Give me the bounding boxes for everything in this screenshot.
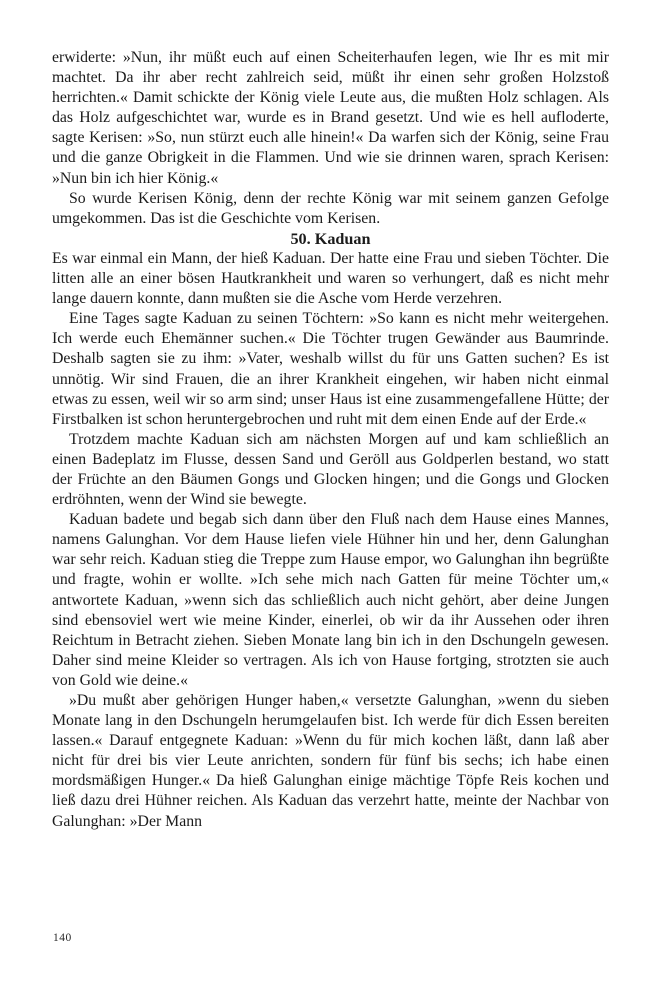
paragraph-kerisen-continuation: erwiderte: »Nun, ihr müßt euch auf einen Scheiterhaufen legen, wie Ihr es mit mir machtet. Da ihr aber recht zahlreich seid, müßt ihr einen sehr großen Holzstoß herrichten.« Damit schickte der König viele Leute aus, die mußten Holz schlagen. Als das Holz aufgeschichtet war, wurde es in Brand gesetzt. Und wie es hell aufloderte, sagte Kerisen: »So, nun stürzt euch alle hinein!« Da warfen sich der König, seine Frau und die ganze Obrigkeit in die Flammen. Und wie sie drinnen waren, sprach Kerisen: »Nun bin ich hier König.« xyxy=(52,49,609,187)
paragraph-kaduan-intro: Es war einmal ein Mann, der hieß Kaduan. Der hatte eine Frau und sieben Töchter. Die litten alle an einer bösen Hautkrankheit und waren so verhungert, daß es nicht mehr lange dauern konnte, dann mußten sie die Asche vom Herde verzehren. xyxy=(52,249,609,308)
paragraph-kaduan-galunghan: Kaduan badete und begab sich dann über den Fluß nach dem Hause eines Mannes, namens Galunghan. Vor dem Hause liefen viele Hühner hin und her, denn Galunghan war sehr reich. Kaduan stieg die Treppe zum Hause empor, wo Galunghan ihn begrüßte und fragte, wohin er wollte. »Ich sehe mich nach Gatten für meine Töchter um,« antwortete Kaduan, »wenn sich das schließlich auch nicht gehört, aber deine Jungen sind ebensoviel wert wie meine Kinder, einerlei, ob wir da ihr Aussehen oder ihren Reichtum in Betracht ziehen. Sieben Monate lang bin ich in den Dschungeln gewesen. Daher sind meine Kleider so vertragen. Als ich von Hause fortging, strotzten sie auch von Gold wie deine.« xyxy=(52,511,609,689)
page-number: 140 xyxy=(53,932,72,944)
paragraph-kerisen-closing: So wurde Kerisen König, denn der rechte König war mit seinem ganzen Gefolge umgekommen. Das ist die Geschichte vom Kerisen. xyxy=(52,189,609,227)
chapter-heading: 50. Kaduan xyxy=(290,229,371,248)
text-block xyxy=(52,48,609,832)
paragraph-kaduan-daughters: Eine Tages sagte Kaduan zu seinen Töchtern: »So kann es nicht mehr weitergehen. Ich werde euch Ehemänner suchen.« Die Töchter trugen Gewänder aus Baumrinde. Deshalb sagten sie zu ihm: »Vater, weshalb willst du für uns Gatten suchen? Es ist unnötig. Wir sind Frauen, die an ihrer Krankheit eingehen, wir haben nicht einmal etwas zu essen, weil wir so arm sind; unser Haus ist eine zusammengefallene Hütte; der Firstbalken ist schon heruntergebrochen und ruht mit dem einen Ende auf der Erde.« xyxy=(52,310,609,428)
paragraph-kaduan-badeplatz: Trotzdem machte Kaduan sich am nächsten Morgen auf und kam schließlich an einen Badeplatz im Flusse, dessen Sand und Geröll aus Goldperlen bestand, wo statt der Früchte an den Bäumen Gongs und Glocken hingen; und die Gongs und Glocken erdröhnten, wenn der Wind sie bewegte. xyxy=(52,430,609,509)
paragraph-kaduan-hunger: »Du mußt aber gehörigen Hunger haben,« versetzte Galunghan, »wenn du sieben Monate lang in den Dschungeln herumgelaufen bist. Ich werde für dich Essen bereiten lassen.« Darauf entgegnete Kaduan: »Wenn du für mich kochen läßt, dann laß aber nicht für drei bis vier Leute anrichten, sondern für fünf bis sechs; ich habe einen mordsmäßigen Hunger.« Da hieß Galunghan einige mächtige Töpfe Reis kochen und ließ dazu drei Hühner reichen. Als Kaduan das verzehrt hatte, meinte der Nachbar von Galunghan: »Der Mann xyxy=(52,692,609,830)
